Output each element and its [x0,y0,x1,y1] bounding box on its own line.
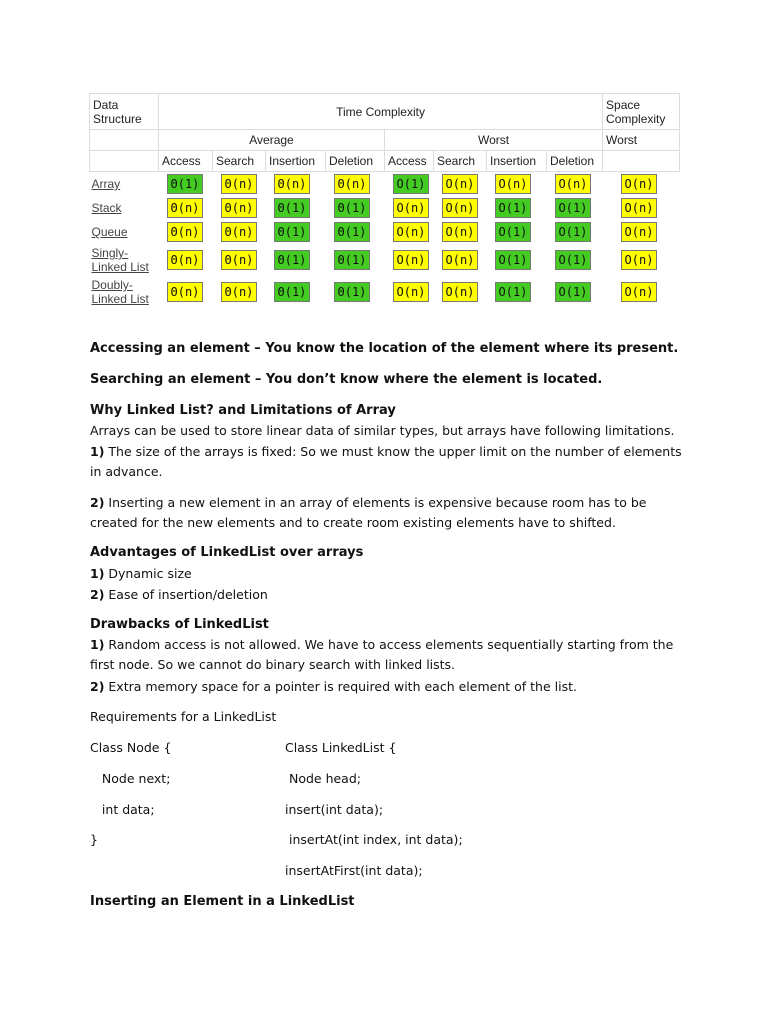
row-name-link[interactable]: Doubly-Linked List [91,278,149,306]
list-number: 1) [90,444,105,459]
list-number: 2) [90,587,105,602]
list-text: Ease of insertion/deletion [104,587,268,602]
header-op: Search [213,151,266,172]
complexity-cell: Θ(n) [221,222,258,242]
complexity-cell: O(n) [621,250,658,270]
complexity-cell: O(1) [555,222,592,242]
code-line: Class LinkedList { [285,740,397,755]
header-op: Deletion [547,151,603,172]
accessing-element-heading: Accessing an element – You know the location of the element where its present. [90,341,679,356]
complexity-cell: Θ(n) [167,250,204,270]
header-op: Insertion [487,151,547,172]
complexity-cell: Θ(n) [221,198,258,218]
table-row [90,220,680,244]
header-average: Average [159,130,385,151]
complexity-table [89,93,680,308]
row-name-link[interactable]: Queue [91,225,128,239]
drawback-1 [90,635,690,675]
code-line: insertAtFirst(int data); [285,863,423,878]
header-data-structure: Data Structure [90,94,159,130]
why-linked-list-heading: Why Linked List? and Limitations of Array [90,403,396,418]
complexity-cell: O(1) [495,222,532,242]
arrays-intro-paragraph: Arrays can be used to store linear data of similar types, but arrays have following limitations. [90,423,675,438]
row-name-link[interactable]: Stack [91,201,122,215]
complexity-cell: O(1) [555,250,592,270]
list-text: Extra memory space for a pointer is required with each element of the list. [104,679,577,694]
code-line: Class Node { [90,740,172,755]
header-op: Insertion [266,151,326,172]
complexity-cell: Θ(1) [274,282,311,302]
advantage-1 [90,564,690,584]
requirements-line: Requirements for a LinkedList [90,709,277,724]
drawbacks-heading: Drawbacks of LinkedList [90,617,269,632]
complexity-cell: Θ(1) [274,198,311,218]
advantage-2 [90,585,690,605]
complexity-cell: O(1) [555,282,592,302]
complexity-cell: Θ(1) [274,222,311,242]
list-number: 1) [90,637,105,652]
table-row [90,244,680,276]
complexity-cell: O(1) [555,198,592,218]
complexity-cell: Θ(n) [221,174,258,194]
complexity-cell: O(1) [393,174,430,194]
code-line: insert(int data); [285,802,384,817]
code-line: Node next; [90,771,171,786]
header-op: Access [159,151,213,172]
complexity-cell: O(n) [393,222,430,242]
complexity-cell: O(n) [393,282,430,302]
header-worst: Worst [385,130,603,151]
complexity-cell: O(n) [621,222,658,242]
table-row [90,276,680,308]
complexity-cell: Θ(1) [334,250,371,270]
complexity-cell: Θ(1) [334,222,371,242]
table-row [90,172,680,197]
header-blank [90,130,159,151]
complexity-cell: O(n) [442,282,479,302]
complexity-cell: Θ(1) [167,174,204,194]
complexity-cell: O(n) [621,174,658,194]
header-blank [603,151,680,172]
header-time-complexity: Time Complexity [159,94,603,130]
limitation-1 [90,442,690,482]
advantages-heading: Advantages of LinkedList over arrays [90,545,364,560]
complexity-cell: O(1) [495,250,532,270]
complexity-cell: O(n) [442,222,479,242]
complexity-cell: O(n) [555,174,592,194]
list-text: Random access is not allowed. We have to access elements sequentially starting from the first node. So we cannot do binary search with linked lists. [90,637,674,672]
complexity-cell: O(n) [393,250,430,270]
complexity-cell: Θ(n) [167,198,204,218]
complexity-cell: Θ(n) [167,222,204,242]
complexity-cell: Θ(n) [221,250,258,270]
complexity-cell: O(1) [495,282,532,302]
complexity-cell: O(n) [442,174,479,194]
inserting-element-heading: Inserting an Element in a LinkedList [90,894,355,909]
header-space-complexity: Space Complexity [603,94,680,130]
list-number: 2) [90,679,105,694]
row-name-link[interactable]: Array [91,177,121,191]
list-text: Dynamic size [104,566,192,581]
searching-element-heading: Searching an element – You don’t know where the element is located. [90,372,603,387]
complexity-cell: Θ(1) [274,250,311,270]
complexity-cell: Θ(n) [221,282,258,302]
code-line: } [90,832,98,847]
list-text: Inserting a new element in an array of elements is expensive because room has to be created for the new elements and to create room existing elements have to shifted. [90,495,647,530]
header-blank [90,151,159,172]
table-row [90,196,680,220]
complexity-cell: O(n) [393,198,430,218]
header-op: Access [385,151,434,172]
complexity-cell: O(n) [495,174,532,194]
complexity-cell: O(1) [495,198,532,218]
complexity-cell: O(n) [442,198,479,218]
drawback-2 [90,677,690,697]
code-line: Node head; [285,771,361,786]
code-line: insertAt(int index, int data); [285,832,463,847]
complexity-cell: Θ(n) [274,174,311,194]
list-number: 2) [90,495,105,510]
complexity-cell: Θ(1) [334,282,371,302]
row-name-link[interactable]: Singly-Linked List [91,246,149,274]
code-line: int data; [90,802,155,817]
complexity-cell: O(n) [621,282,658,302]
header-space-worst: Worst [603,130,680,151]
complexity-cell: O(n) [621,198,658,218]
header-op: Deletion [326,151,385,172]
header-op: Search [434,151,487,172]
complexity-cell: Θ(n) [334,174,371,194]
complexity-cell: Θ(1) [334,198,371,218]
limitation-2 [90,493,690,533]
list-text: The size of the arrays is fixed: So we must know the upper limit on the number of elements in advance. [90,444,682,479]
complexity-cell: O(n) [442,250,479,270]
list-number: 1) [90,566,105,581]
complexity-cell: Θ(n) [167,282,204,302]
